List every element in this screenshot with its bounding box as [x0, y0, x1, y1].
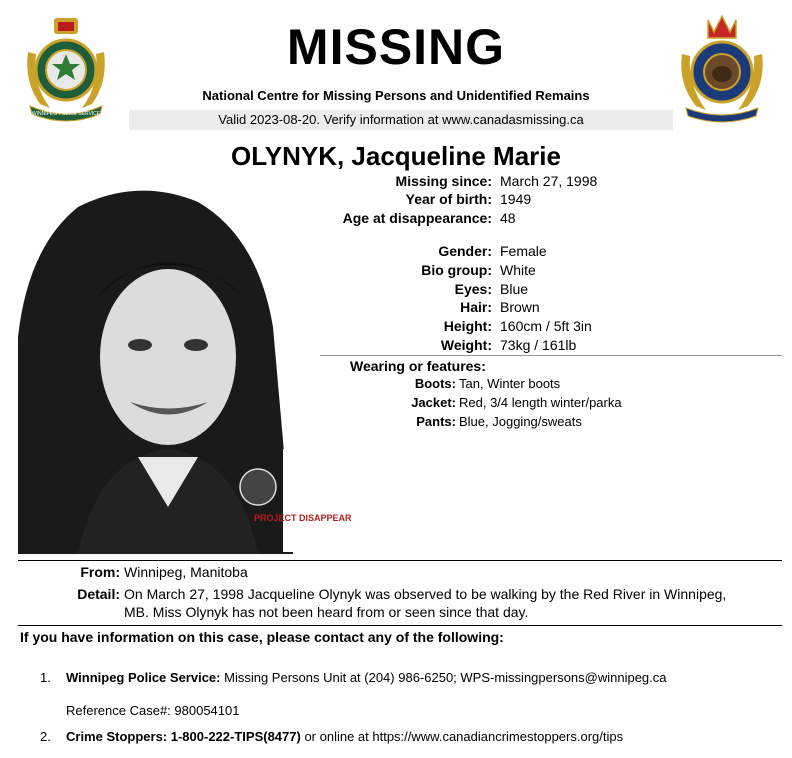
photo-watermark: PROJECT DISAPPEAR — [254, 513, 352, 523]
gender-label: Gender: — [438, 243, 492, 259]
height-value: 160cm / 5ft 3in — [500, 318, 592, 334]
wps-name: Winnipeg Police Service: — [66, 670, 221, 685]
age-label: Age at disappearance: — [342, 210, 492, 226]
wearing-heading: Wearing or features: — [350, 358, 486, 374]
boots-value: Tan, Winter boots — [459, 376, 561, 391]
valid-banner: Valid 2023-08-20. Verify information at www.canadasmissing.ca — [129, 110, 673, 130]
details-divider — [320, 355, 782, 356]
eyes-value: Blue — [500, 281, 529, 297]
crime-stoppers-contact-text: or online at https://www.canadiancrimestoppers.org/tips — [304, 729, 624, 744]
jacket-label: Jacket: — [411, 395, 456, 410]
eyes-label: Eyes: — [454, 281, 492, 297]
bio-group-label: Bio group: — [421, 262, 492, 278]
contact-item — [66, 729, 623, 744]
hair-label: Hair: — [460, 299, 492, 315]
pants-label: Pants: — [416, 414, 456, 429]
missing-since-label: Missing since: — [395, 173, 492, 189]
age-value: 48 — [500, 210, 516, 226]
contact-number-1: 1. — [40, 670, 51, 685]
person-photo — [18, 187, 352, 554]
jacket-value: Red, 3/4 length winter/parka — [459, 395, 622, 410]
boots-label: Boots: — [414, 376, 456, 391]
detail-label: Detail: — [77, 586, 120, 602]
from-label: From: — [80, 564, 120, 580]
bio-group-value: White — [500, 262, 536, 278]
missing-since-value: March 27, 1998 — [500, 173, 598, 189]
contact-number-2: 2. — [40, 729, 51, 744]
weight-value: 73kg / 161lb — [500, 337, 577, 353]
pants-value: Blue, Jogging/sweats — [459, 414, 582, 429]
year-of-birth-label: Year of birth: — [405, 191, 492, 207]
year-of-birth-value: 1949 — [500, 191, 532, 207]
wps-contact-text: Missing Persons Unit at (204) 986-6250; WPS-missingpersons@winnipeg.ca — [224, 670, 667, 685]
detail-text-line2: MB. Miss Olynyk has not been heard from or seen since that day. — [124, 604, 529, 620]
person-name: OLYNYK, Jacqueline Marie — [231, 141, 561, 171]
detail-text-line1: On March 27, 1998 Jacqueline Olynyk was observed to be walking by the Red River in Winnipeg, — [124, 586, 727, 602]
left-logo-text: WINNIPEG POLICE SERVICE — [31, 111, 101, 117]
portrait-image-icon — [18, 187, 352, 554]
reference-case: Reference Case#: 980054101 — [66, 703, 240, 718]
hair-value: Brown — [500, 299, 540, 315]
weight-label: Weight: — [440, 337, 492, 353]
crime-stoppers-name: Crime Stoppers: 1-800-222-TIPS(8477) — [66, 729, 301, 744]
contact-heading: If you have information on this case, please contact any of the following: — [20, 629, 504, 645]
gender-value: Female — [500, 243, 547, 259]
contact-divider — [18, 625, 782, 626]
organization-name: National Centre for Missing Persons and Unidentified Remains — [202, 88, 590, 103]
from-value: Winnipeg, Manitoba — [124, 564, 248, 580]
contact-item — [66, 670, 667, 685]
section-divider — [18, 560, 782, 561]
height-label: Height: — [443, 318, 492, 334]
page-title: MISSING — [286, 19, 506, 75]
